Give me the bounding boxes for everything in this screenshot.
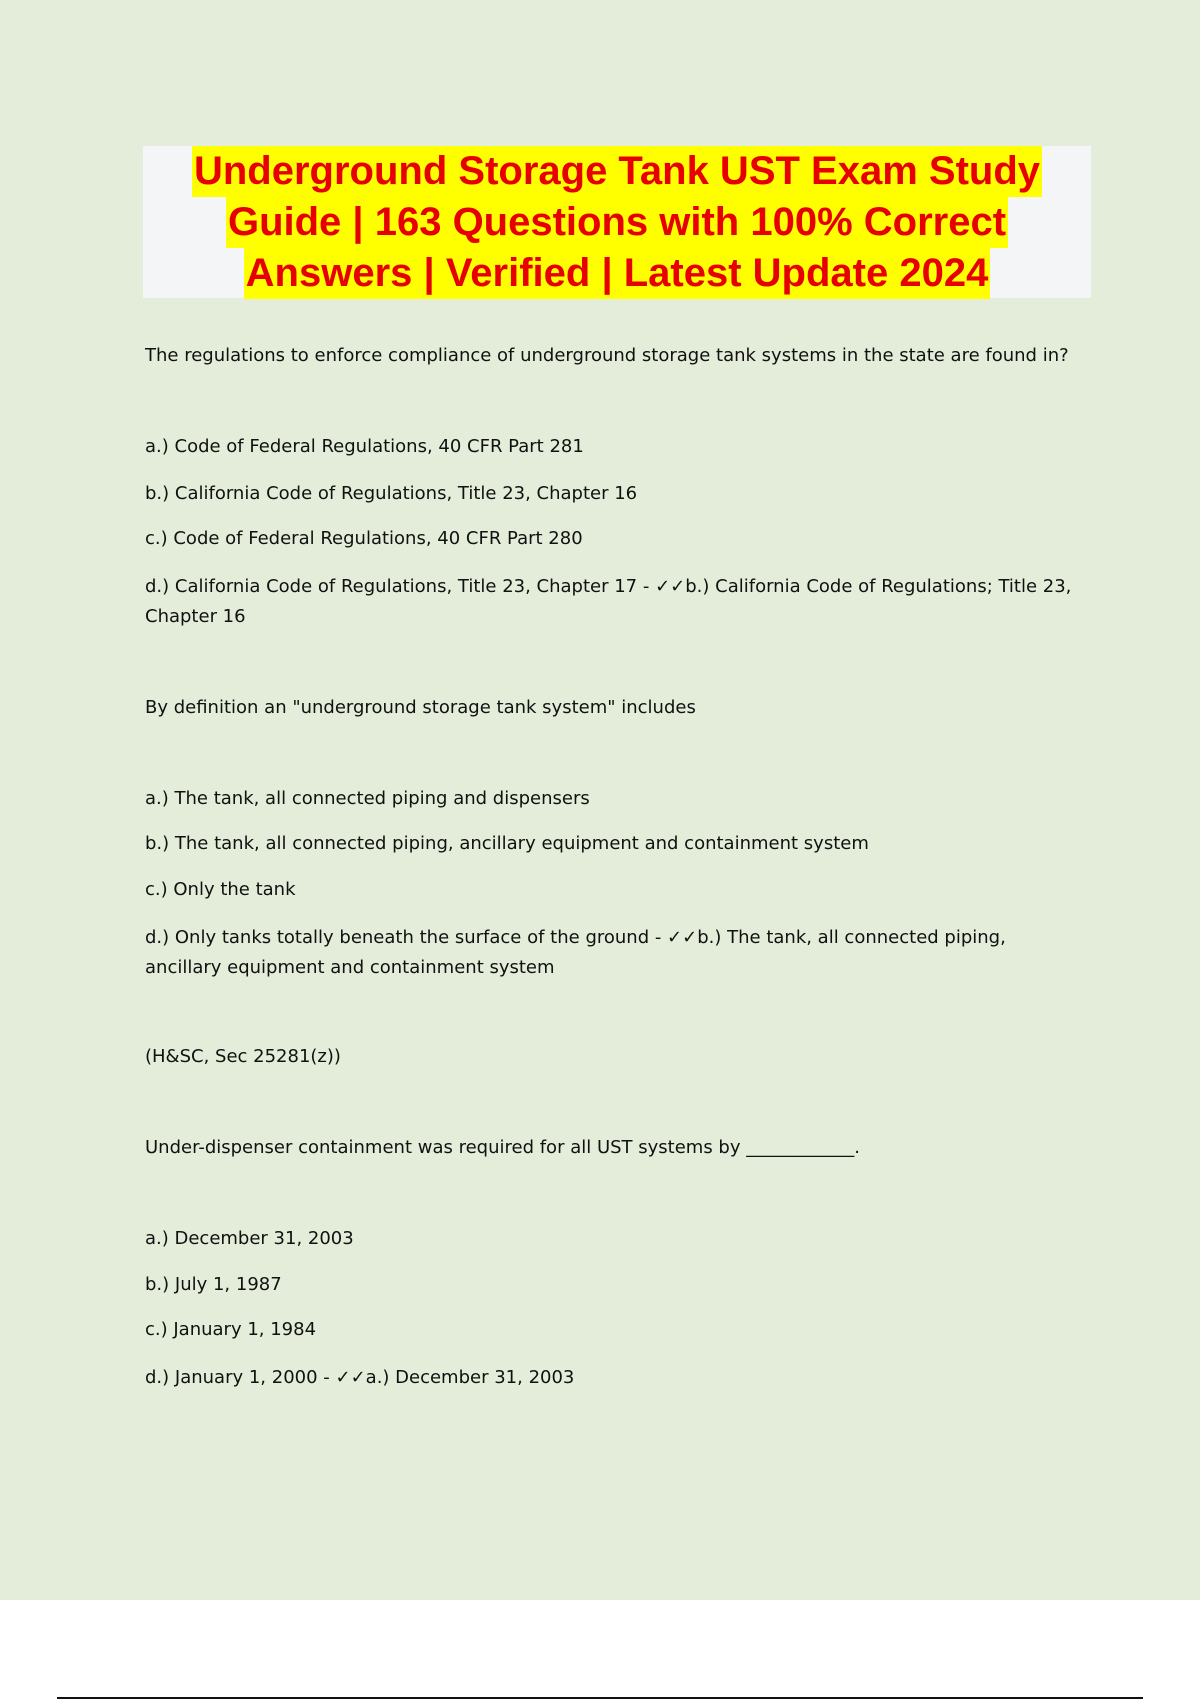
question-2-option-a: a.) The tank, all connected piping and dispensers (145, 788, 590, 809)
document-title (143, 146, 1091, 298)
title-line-3: Answers | Verified | Latest Update 2024 (244, 248, 991, 299)
question-3-option-c: c.) January 1, 1984 (145, 1319, 317, 1340)
question-3-text: Under-dispenser containment was required for all UST systems by ____________. (145, 1137, 860, 1158)
question-2-text: By definition an "underground storage tank system" includes (145, 697, 696, 718)
question-1-option-c: c.) Code of Federal Regulations, 40 CFR Part 280 (145, 528, 583, 549)
question-3-option-a: a.) December 31, 2003 (145, 1228, 354, 1249)
title-line-1: Underground Storage Tank UST Exam Study (192, 146, 1042, 197)
question-3-option-d-answer: d.) January 1, 2000 - ✓✓a.) December 31, 2003 (145, 1367, 575, 1388)
question-1-option-a: a.) Code of Federal Regulations, 40 CFR Part 281 (145, 436, 584, 457)
question-1-text: The regulations to enforce compliance of underground storage tank systems in the state are found in? (145, 345, 1069, 366)
question-2-option-d-answer: d.) Only tanks totally beneath the surface of the ground - ✓✓b.) The tank, all connected piping, ancillary equipment and containment system (145, 927, 1006, 978)
question-1-option-b: b.) California Code of Regulations, Title 23, Chapter 16 (145, 483, 638, 504)
question-2-option-b: b.) The tank, all connected piping, ancillary equipment and containment system (145, 833, 869, 854)
title-line-2: Guide | 163 Questions with 100% Correct (226, 197, 1008, 248)
question-1-option-d-answer: d.) California Code of Regulations, Title 23, Chapter 17 - ✓✓b.) California Code of Regulations; Title 23, Chapter 16 (145, 576, 1072, 627)
footer-divider (57, 1697, 1143, 1699)
question-2-option-c: c.) Only the tank (145, 879, 296, 900)
question-3-option-b: b.) July 1, 1987 (145, 1274, 282, 1295)
question-2-reference: (H&SC, Sec 25281(z)) (145, 1046, 341, 1067)
